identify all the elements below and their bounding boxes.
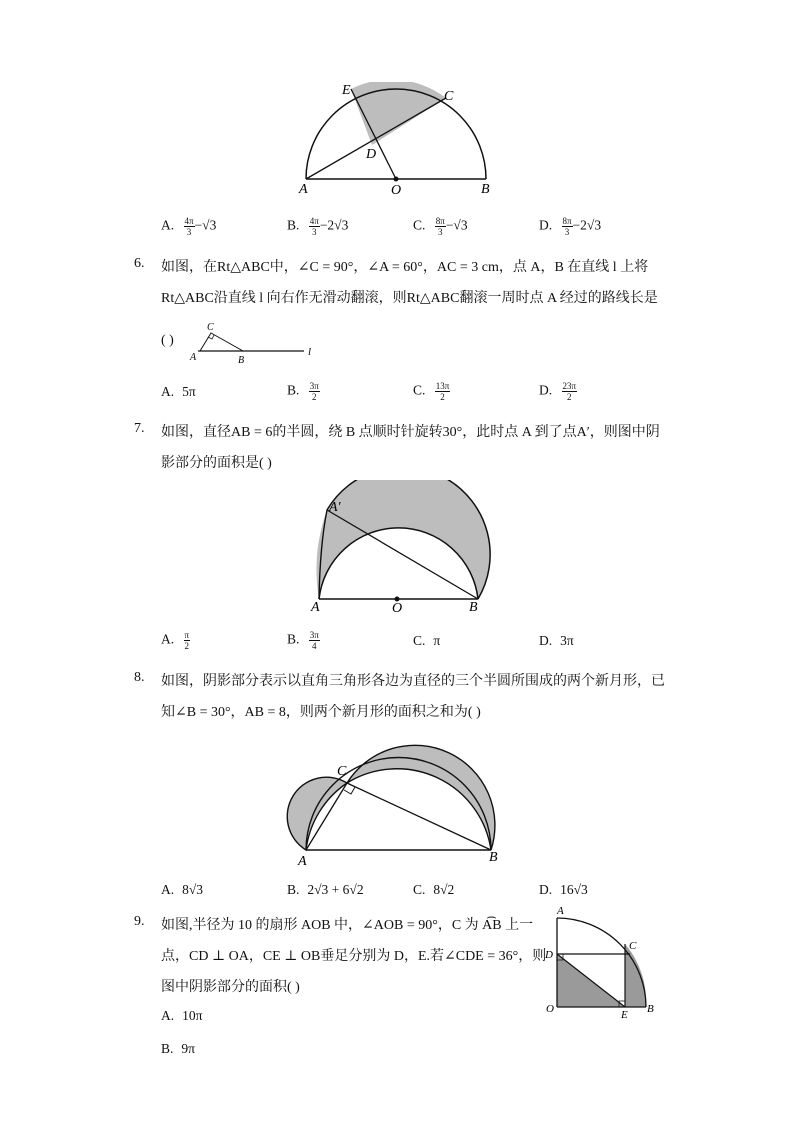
q7-figure — [305, 480, 500, 615]
q8-label-c: C — [337, 764, 347, 779]
q6-option-a[interactable]: A. 5π — [161, 384, 196, 399]
q6-text-line1: 如图，在Rt△ABC中，∠C = 90°，∠A = 60°，AC = 3 cm，点 A，B 在直线 l 上将 — [161, 260, 649, 275]
q5-label-b: B — [481, 182, 490, 197]
q5-label-o: O — [391, 183, 402, 197]
q8-option-c[interactable]: C. 8√2 — [413, 882, 455, 897]
q7-option-b[interactable]: B. $\frac{3\pi}{4}$ — [287, 630, 319, 651]
q7-option-d[interactable]: D. 3π — [539, 633, 574, 648]
q5-option-d[interactable]: D. $\frac{8\pi}{3}$ −2√3 — [539, 216, 602, 237]
q9-label-b: B — [647, 1003, 654, 1015]
q8-shaded-lune-bc — [347, 745, 495, 850]
q6-option-d[interactable]: D. $\frac{23\pi}{2}$ — [539, 381, 577, 402]
q8-number: 8. — [134, 670, 145, 685]
q5-center-dot — [394, 177, 399, 182]
q5-label-d: D — [366, 147, 377, 162]
q7-label-a: A — [311, 600, 320, 615]
q9-text-line3: 图中阴影部分的面积( ) — [161, 980, 300, 995]
q5-shaded-region — [351, 82, 446, 145]
q7-option-a[interactable]: A. $\frac{\pi}{2}$ — [161, 630, 190, 651]
q6-number: 6. — [134, 256, 145, 271]
q9-number: 9. — [134, 914, 145, 929]
q8-label-b: B — [489, 850, 498, 865]
q5-option-b[interactable]: B. $\frac{4\pi}{3}$ −2√3 — [287, 216, 349, 237]
q6-label-l: l — [308, 346, 312, 358]
q6-label-b: B — [238, 355, 245, 363]
q9-option-a[interactable]: A. 10π — [161, 1008, 203, 1023]
q9-label-c: C — [629, 940, 637, 952]
q7-label-a1: A′ — [329, 500, 341, 515]
q8-right-angle-mark — [344, 787, 355, 794]
q6-option-b[interactable]: B. $\frac{3\pi}{2}$ — [287, 381, 319, 402]
q8-figure — [284, 735, 504, 870]
q8-label-a: A — [298, 854, 307, 869]
q9-figure — [543, 904, 663, 1019]
q5-label-c: C — [444, 89, 454, 104]
q6-option-c[interactable]: C. $\frac{13\pi}{2}$ — [413, 381, 450, 402]
q6-triangle — [200, 333, 243, 351]
q9-label-d: D — [545, 949, 553, 961]
q9-label-o: O — [546, 1003, 554, 1015]
q8-option-b[interactable]: B. 2√3 + 6√2 — [287, 882, 364, 897]
q7-text-line2: 影部分的面积是( ) — [161, 456, 272, 471]
q7-option-c[interactable]: C. π — [413, 633, 441, 648]
q6-text-line2: Rt△ABC沿直线 l 向右作无滑动翻滚，则Rt△ABC翻滚一周时点 A 经过的路线长是 — [161, 291, 658, 306]
q9-label-e: E — [621, 1009, 628, 1019]
q5-figure — [296, 82, 496, 197]
q5-label-e: E — [342, 83, 351, 98]
q5-option-c[interactable]: C. $\frac{8\pi}{3}$ −√3 — [413, 216, 468, 237]
q8-option-d[interactable]: D. 16√3 — [539, 882, 588, 897]
q7-label-o: O — [392, 601, 403, 615]
q7-text-line1: 如图，直径AB = 6的半圆，绕 B 点顺时针旋转30°，此时点 A 到了点A′，则图中阴 — [161, 425, 660, 440]
q7-shaded-region — [317, 480, 491, 599]
q9-text-line1: 如图,半径为 10 的扇形 AOB 中，∠AOB = 90°，C 为 A͡B 上一 — [161, 918, 534, 933]
q5-label-a: A — [299, 182, 308, 197]
q9-option-b[interactable]: B. 9π — [161, 1041, 195, 1056]
q9-text-line2: 点，CD ⊥ OA，CE ⊥ OB垂足分别为 D，E.若∠CDE = 36°，则 — [161, 949, 547, 964]
q8-text-line2: 知∠B = 30°，AB = 8，则两个新月形的面积之和为( ) — [161, 705, 481, 720]
q8-text-line1: 如图，阴影部分表示以直角三角形各边为直径的三个半圆所围成的两个新月形，已 — [161, 674, 665, 689]
q7-number: 7. — [134, 421, 145, 436]
q9-label-a: A — [557, 905, 564, 917]
q6-answer-paren: ( ) — [161, 333, 174, 348]
q8-shaded-lune-ac — [287, 777, 347, 850]
q6-label-c: C — [207, 322, 214, 333]
q6-figure — [188, 318, 323, 363]
q6-label-a: A — [190, 352, 197, 363]
q7-label-b: B — [469, 600, 478, 615]
q5-option-a[interactable]: A. $\frac{4\pi}{3}$ −√3 — [161, 216, 217, 237]
q8-option-a[interactable]: A. 8√3 — [161, 882, 204, 897]
